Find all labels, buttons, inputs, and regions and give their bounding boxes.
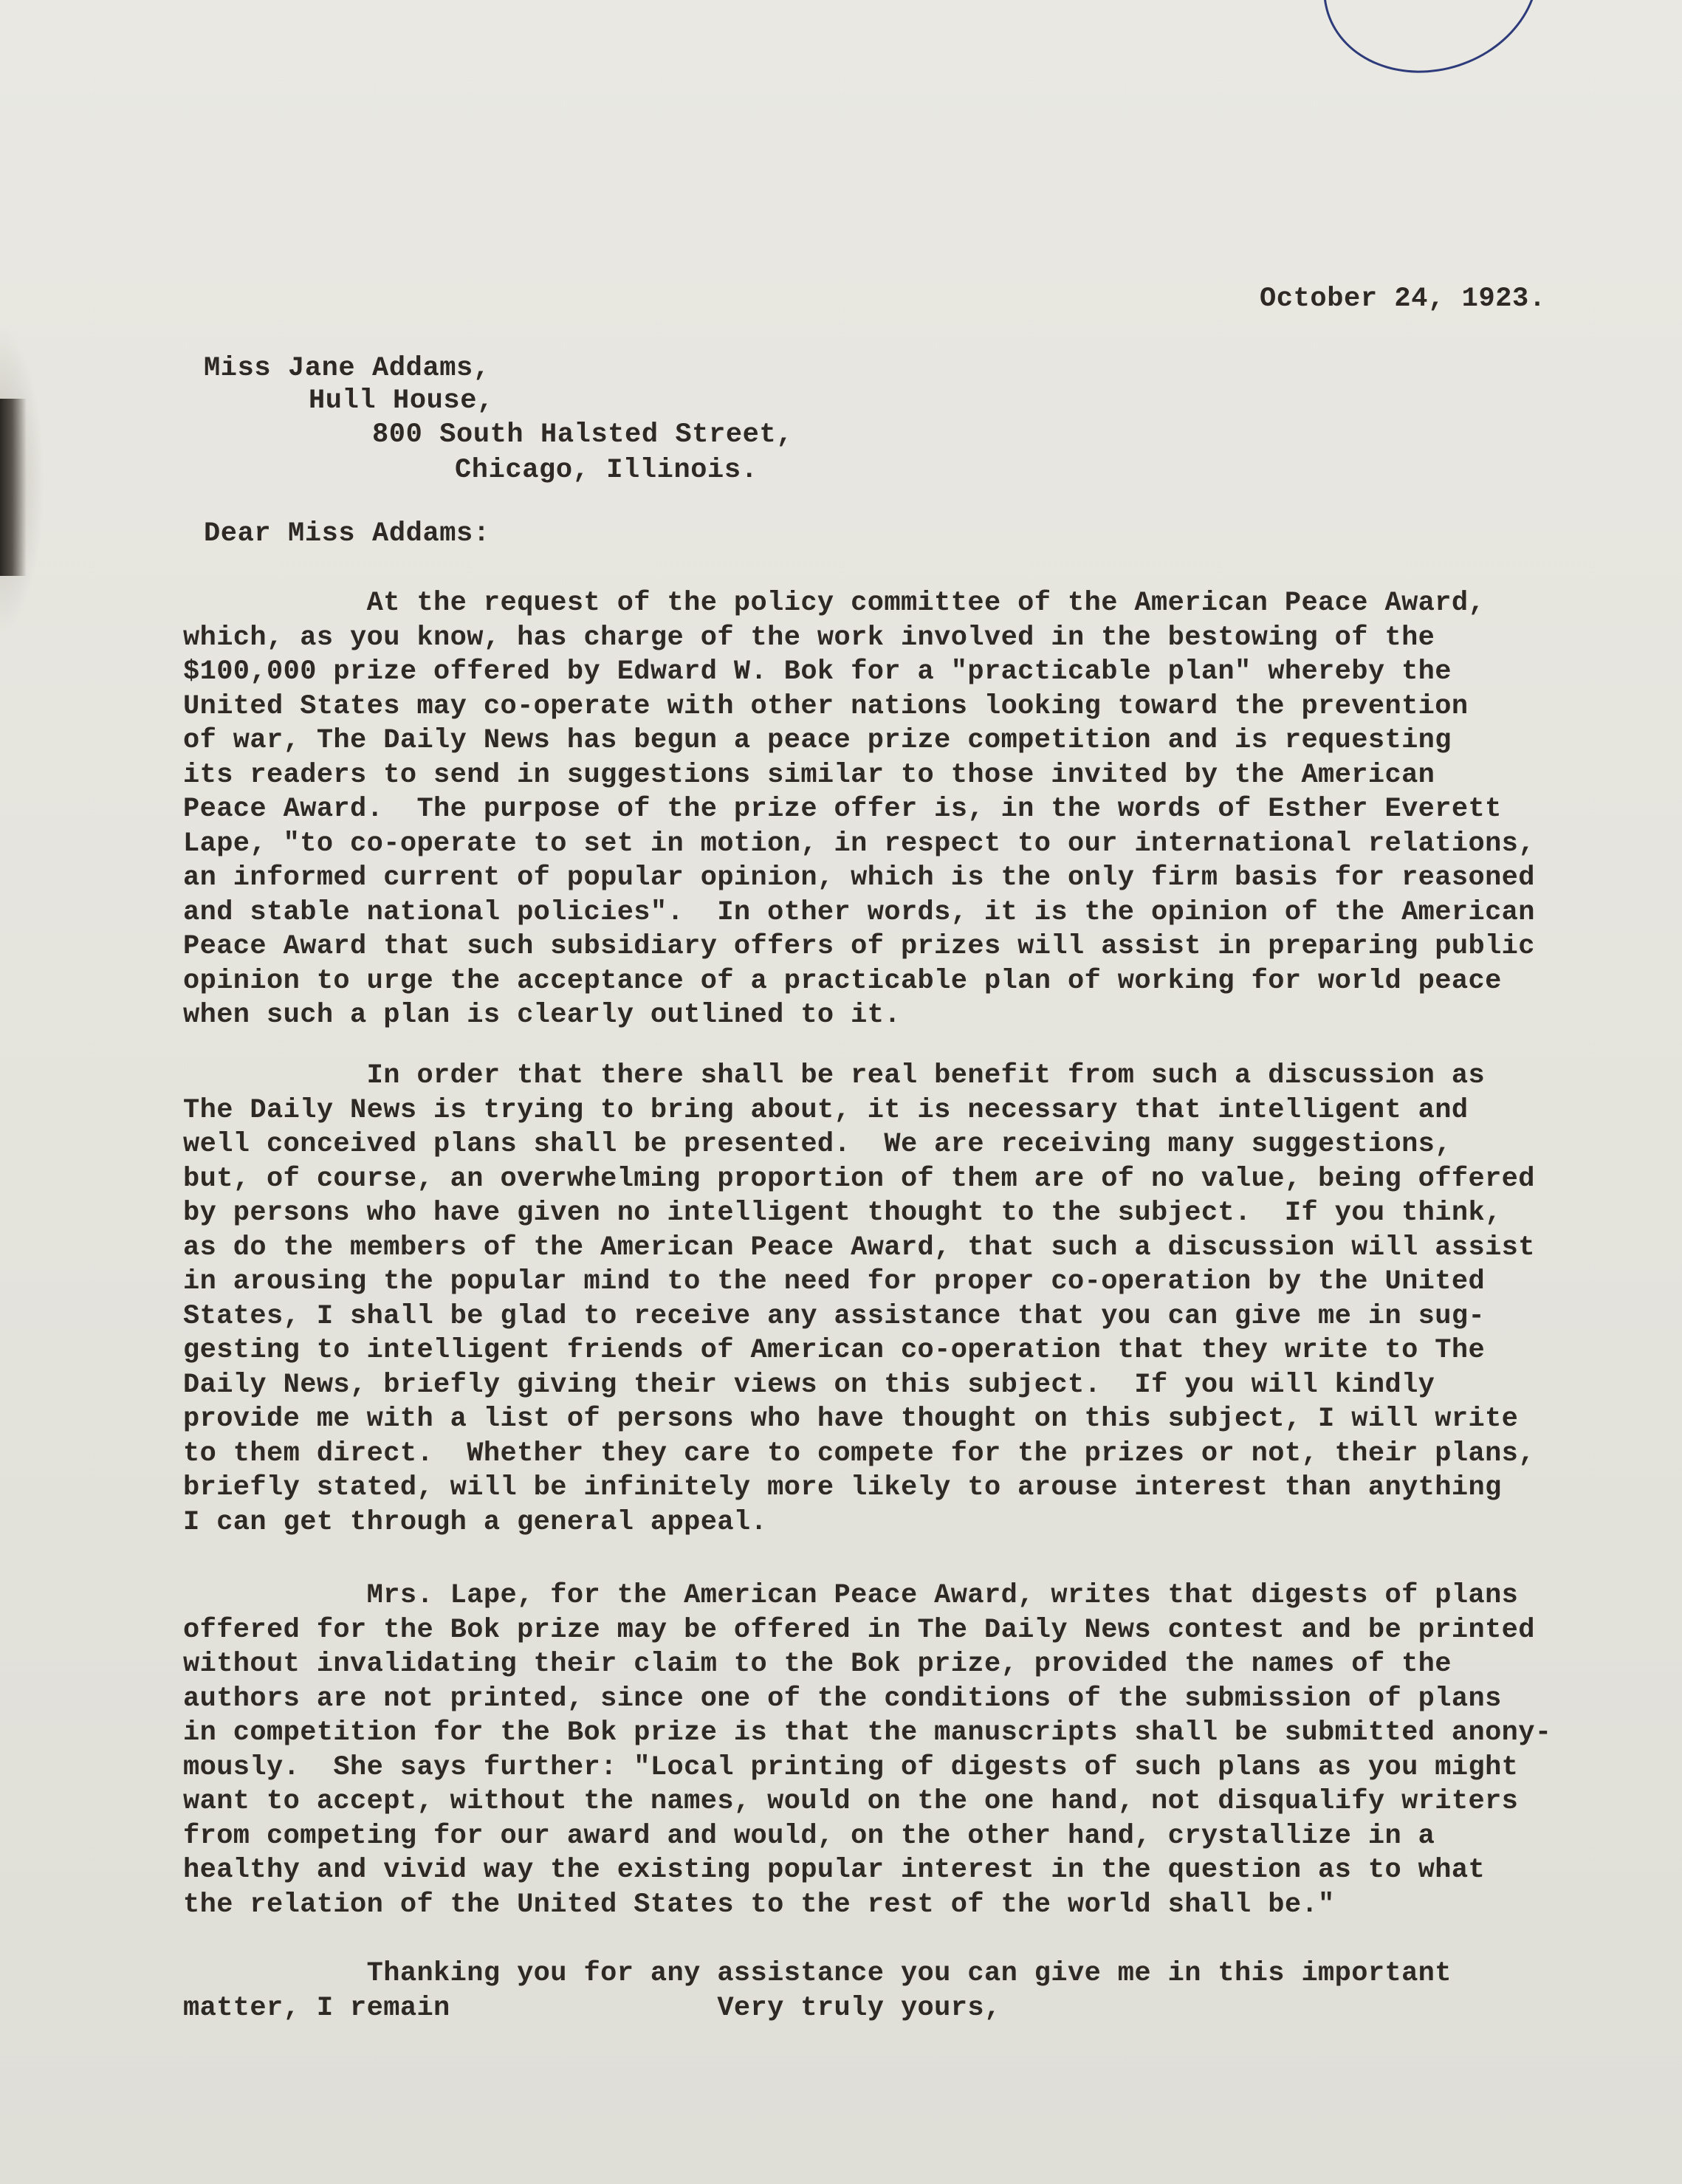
recipient-name: Miss Jane Addams, (204, 353, 490, 384)
paragraph-line: the relation of the United States to the rest of the world shall be." (183, 1889, 1335, 1920)
paragraph-line: and stable national policies". In other words, it is the opinion of the American (183, 896, 1535, 928)
paragraph-line: I can get through a general appeal. (183, 1506, 768, 1538)
paragraph-line: United States may co-operate with other nations looking toward the prevention (183, 690, 1469, 722)
paragraph-closing (183, 1957, 1586, 2025)
paragraph-line: provide me with a list of persons who have thought on this subject, I will write (183, 1404, 1519, 1435)
paragraph-line: by persons who have given no intelligent thought to the subject. If you think, (183, 1198, 1502, 1229)
paragraph-1 (183, 586, 1586, 1033)
paragraph-line: offered for the Bok prize may be offered in The Daily News contest and be printed (183, 1614, 1535, 1646)
paragraph-line: Lape, "to co-operate to set in motion, in respect to our international relations, (183, 828, 1535, 859)
paragraph-line: The Daily News is trying to bring about, it is necessary that intelligent and (183, 1094, 1469, 1126)
paragraph-2 (183, 1059, 1586, 1539)
paragraph-line: States, I shall be glad to receive any assistance that you can give me in sug- (183, 1300, 1486, 1332)
paragraph-line: In order that there shall be real benefit from such a discussion as (183, 1060, 1486, 1091)
paragraph-line: Mrs. Lape, for the American Peace Award, writes that digests of plans (183, 1580, 1519, 1611)
paragraph-line: gesting to intelligent friends of American co-operation that they write to The (183, 1335, 1486, 1366)
paragraph-line: matter, I remain Very truly yours, (183, 1992, 1001, 2024)
page-edge-dark (0, 399, 27, 576)
paragraph-line: Thanking you for any assistance you can give me in this important (183, 1958, 1452, 1989)
paragraph-line: as do the members of the American Peace Award, that such a discussion will assist (183, 1232, 1535, 1263)
paragraph-line: opinion to urge the acceptance of a practicable plan of working for world peace (183, 965, 1502, 997)
paragraph-line: briefly stated, will be infinitely more likely to arouse interest than anything (183, 1472, 1502, 1503)
paragraph-line: $100,000 prize offered by Edward W. Bok for a "practicable plan" whereby the (183, 656, 1452, 687)
paragraph-line: of war, The Daily News has begun a peace prize competition and is requesting (183, 725, 1452, 756)
paragraph-line: in arousing the popular mind to the need for proper co-operation by the United (183, 1266, 1486, 1297)
recipient-city: Chicago, Illinois. (455, 455, 758, 486)
paragraph-line: Peace Award. The purpose of the prize offer is, in the words of Esther Everett (183, 794, 1502, 825)
ink-circle-mark (1299, 0, 1563, 100)
paragraph-line: in competition for the Bok prize is that the manuscripts shall be submitted anony- (183, 1717, 1552, 1748)
paragraph-line: mously. She says further: "Local printing of digests of such plans as you might (183, 1751, 1519, 1783)
letter-date: October 24, 1923. (1260, 284, 1546, 315)
paragraph-line: At the request of the policy committee of the American Peace Award, (183, 588, 1486, 619)
paragraph-line: want to accept, without the names, would on the one hand, not disqualify writers (183, 1786, 1519, 1817)
paragraph-line: without invalidating their claim to the Bok prize, provided the names of the (183, 1649, 1452, 1680)
paragraph-line: from competing for our award and would, on the other hand, crystallize in a (183, 1820, 1435, 1852)
paragraph-line: well conceived plans shall be presented. We are receiving many suggestions, (183, 1129, 1452, 1160)
paragraph-line: to them direct. Whether they care to compete for the prizes or not, their plans, (183, 1438, 1535, 1469)
paragraph-line: an informed current of popular opinion, which is the only firm basis for reasoned (183, 862, 1535, 893)
paragraph-line: but, of course, an overwhelming proportion of them are of no value, being offered (183, 1163, 1535, 1195)
salutation: Dear Miss Addams: (204, 518, 490, 549)
paragraph-line: Daily News, briefly giving their views on this subject. If you will kindly (183, 1369, 1435, 1401)
paragraph-3 (183, 1579, 1586, 1922)
paragraph-line: authors are not printed, since one of the conditions of the submission of plans (183, 1683, 1502, 1714)
paragraph-line: its readers to send in suggestions similar to those invited by the American (183, 759, 1435, 791)
paragraph-line: when such a plan is clearly outlined to it. (183, 1000, 901, 1031)
recipient-street: 800 South Halsted Street, (372, 419, 794, 450)
paragraph-line: healthy and vivid way the existing popular interest in the question as to what (183, 1855, 1486, 1886)
recipient-org: Hull House, (309, 385, 494, 416)
paragraph-line: which, as you know, has charge of the work involved in the bestowing of the (183, 622, 1435, 653)
paragraph-line: Peace Award that such subsidiary offers of prizes will assist in preparing public (183, 931, 1535, 962)
